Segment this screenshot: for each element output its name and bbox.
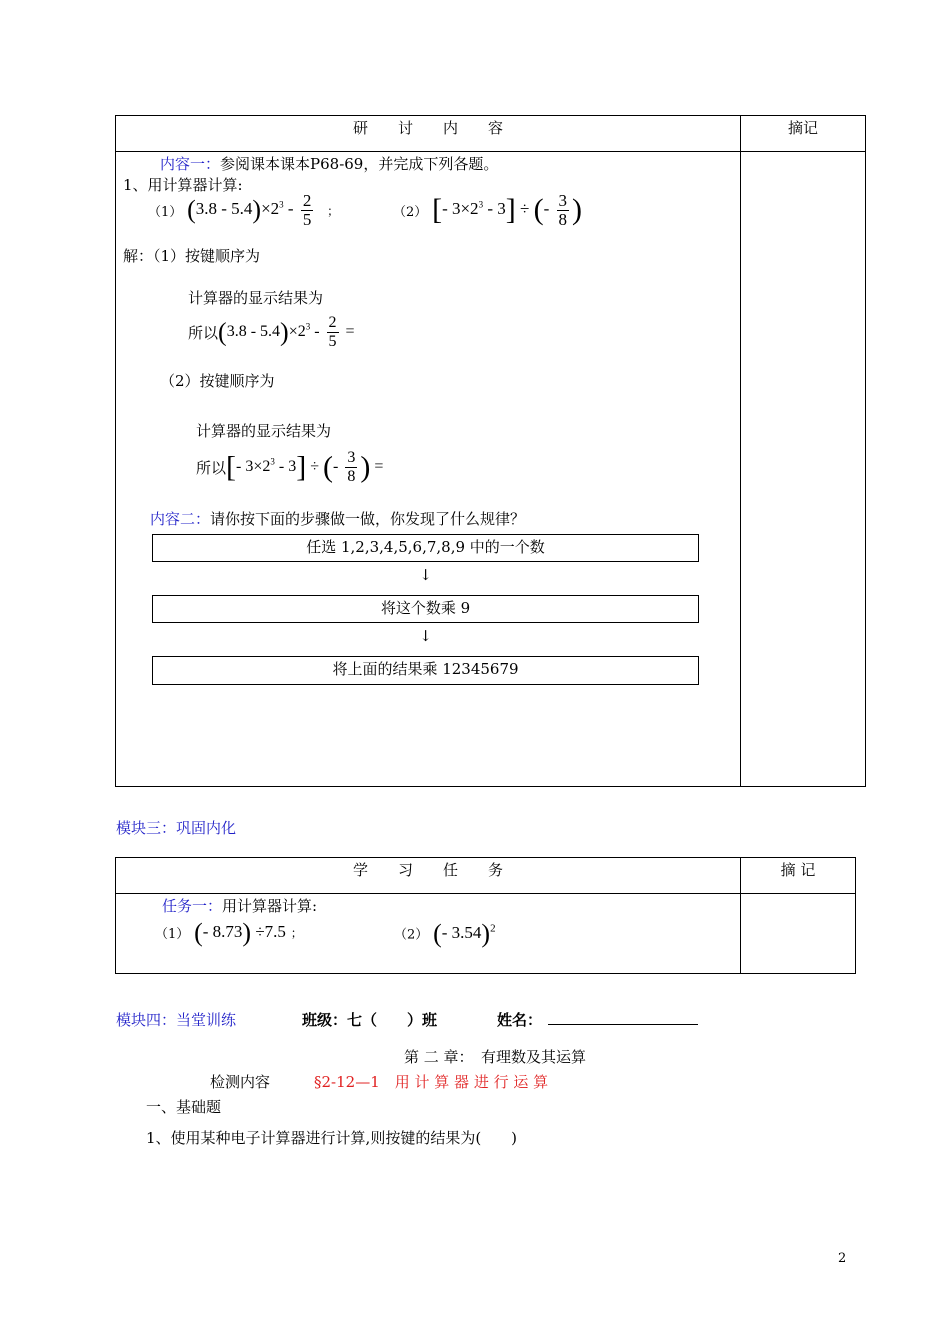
- step2-box: 将这个数乘 9: [152, 595, 699, 623]
- arrow-down-icon-1: ↓: [419, 566, 432, 584]
- table1-header-content: 研 讨 内 容: [352, 119, 503, 137]
- page-number: 2: [838, 1251, 847, 1266]
- therefore-row-2: [196, 449, 383, 495]
- name-underline: [548, 1024, 698, 1025]
- task-expr1-sep: ；: [290, 926, 303, 941]
- task-expr1-math: (- 8.73) ÷7.5: [194, 918, 286, 948]
- task1-text: 用计算器计算:: [222, 897, 318, 915]
- content2-line: [150, 508, 525, 529]
- name-label: 姓名：: [497, 1011, 543, 1029]
- table1-header-notes: 摘记: [787, 119, 818, 137]
- content1-line: [160, 153, 498, 174]
- step1-box: 任选 1,2,3,4,5,6,7,8,9 中的一个数: [152, 534, 699, 562]
- question1-text: 1、使用某种电子计算器进行计算,则按键的结果为( ): [146, 1129, 518, 1147]
- task-expr-1: [155, 918, 303, 952]
- display-result-2: 计算器的显示结果为: [196, 422, 332, 440]
- content1-text: 参阅课本课本P68-69，并完成下列各题。: [220, 155, 499, 173]
- task-expr1-label: （1）: [155, 927, 190, 943]
- expr-row-2: [393, 192, 582, 240]
- section-title: §2-12—1 用 计 算 器 进 行 运 算: [314, 1073, 549, 1091]
- expr-row-1: [148, 192, 339, 240]
- part2-label: （2）按键顺序为: [160, 372, 275, 390]
- content1-label: 内容一：: [160, 155, 221, 173]
- step3-box: 将上面的结果乘 12345679: [152, 656, 699, 685]
- task1-label: 任务一：: [162, 897, 223, 915]
- expr1-sep: ；: [327, 204, 340, 218]
- class-label: 班级：七（ ）班: [302, 1011, 438, 1029]
- expr2-label: （2）: [393, 205, 428, 220]
- module3-title: 模块三：巩固内化: [116, 819, 237, 837]
- test-label: 检测内容: [210, 1073, 271, 1091]
- task-expr2-math: (- 3.54)$^2$: [433, 918, 496, 948]
- therefore-row-1: [188, 314, 355, 360]
- question1-title: 1、用计算器计算:: [123, 176, 243, 194]
- therefore1-math: $(3.8 - 5.4)\times 2^3$ - $\frac{2}{5}$ =: [218, 314, 355, 350]
- table2-header-notes: 摘 记: [780, 861, 816, 879]
- module4-title: 模块四：当堂训练: [116, 1011, 237, 1029]
- chapter-title: 第 二 章： 有理数及其运算: [404, 1048, 587, 1066]
- solution-label: 解：（1）按键顺序为: [123, 247, 261, 265]
- task-expr-2: [394, 918, 496, 952]
- therefore2-math: [- $3\times 2^3 - 3$] ÷ (- $\frac{3}{8}$ ) =: [226, 449, 384, 485]
- therefore-label-1: 所以: [188, 324, 219, 342]
- expr1-math: $(3.8 - 5.4)\times 2^3$ - $\frac{2}{5}$: [187, 191, 312, 229]
- task1-line: [162, 895, 317, 916]
- table2-header-task: 学 习 任 务: [352, 861, 503, 879]
- section1-heading: 一、基础题: [146, 1098, 222, 1116]
- content2-text: 请你按下面的步骤做一做，你发现了什么规律？: [210, 510, 526, 528]
- expr1-label: （1）: [148, 205, 183, 220]
- display-result-1: 计算器的显示结果为: [188, 289, 324, 307]
- therefore-label-2: 所以: [196, 459, 227, 477]
- task-expr2-label: （2）: [394, 927, 429, 943]
- content2-label: 内容二：: [150, 510, 211, 528]
- arrow-down-icon-2: ↓: [419, 627, 432, 645]
- expr2-math: [- $3\times 2^3 - 3$] ÷ (- $\frac{3}{8}$ ): [432, 191, 582, 229]
